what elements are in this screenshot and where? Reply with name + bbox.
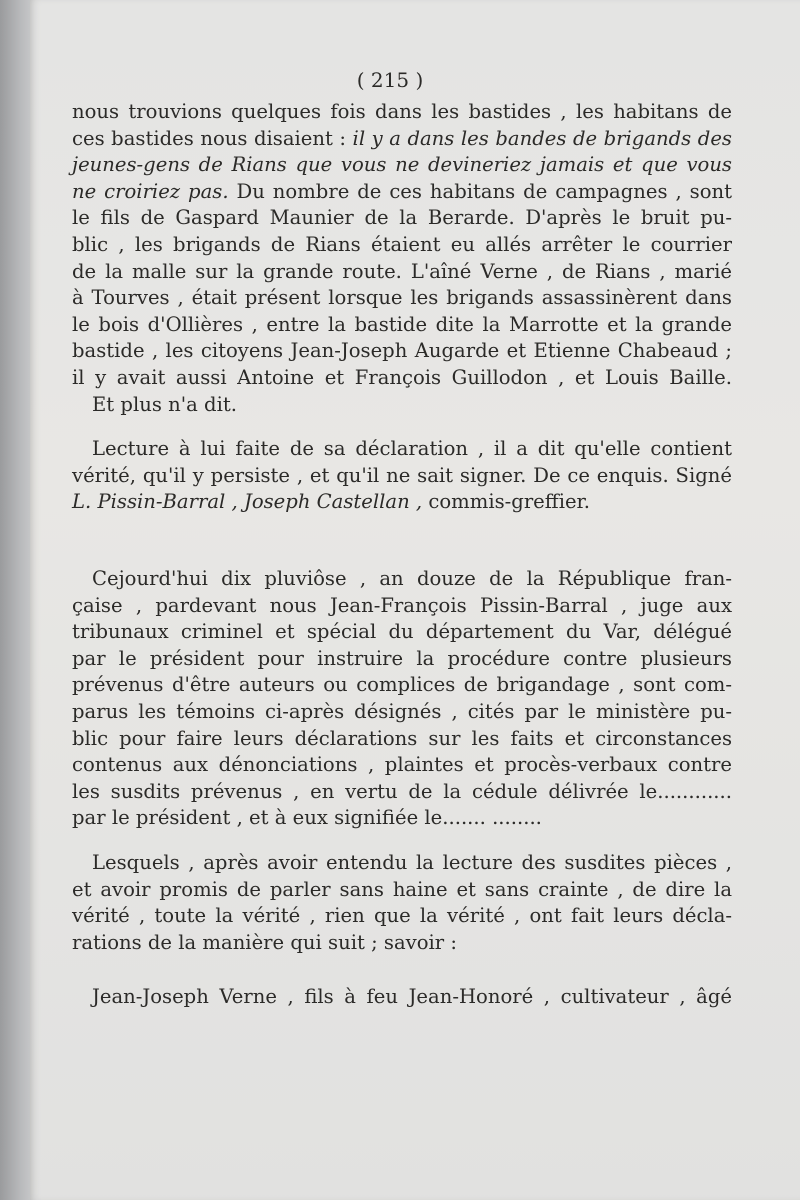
text-line: vérité , toute la vérité , rien que la vérité , ont fait leurs décla- <box>72 904 732 928</box>
block2-lines <box>72 436 732 489</box>
text-line: blic , les brigands de Rians étaient eu allés arrêter le courrier <box>72 232 732 256</box>
text-line: le fils de Gaspard Maunier de la Berarde. D'après le bruit pu- <box>72 206 732 230</box>
text-line <box>72 152 732 179</box>
book-page <box>30 0 800 1200</box>
text-line: Lecture à lui faite de sa déclaration , il a dit qu'elle contient <box>92 437 732 460</box>
italic-text: ne croiriez pas. <box>72 179 229 203</box>
italic-text: jeunes-gens de Rians que vous ne devineriez jamais et que vous <box>72 153 732 177</box>
text-line: Cejourd'hui dix pluviôse , an douze de la République fran- <box>92 567 732 590</box>
text-line: par le président pour instruire la procédure contre plusieurs <box>72 646 732 670</box>
text-line: bastide , les citoyens Jean-Joseph Augarde et Etienne Chabeaud ; <box>72 339 732 363</box>
text-line: il y avait aussi Antoine et François Guillodon , et Louis Baille. <box>72 365 732 389</box>
text-line: à Tourves , était présent lorsque les brigands assassinèrent dans <box>72 286 732 310</box>
block3-last-line: par le président , et à eux signifiée le....... ........ <box>72 806 542 830</box>
text-line: Lesquels , après avoir entendu la lecture des susdites pièces , <box>92 851 732 874</box>
paragraph-jean-joseph-verne <box>72 984 732 1011</box>
block1-lines <box>72 99 732 392</box>
block3-lines <box>72 566 732 805</box>
text-line: nous trouvions quelques fois dans les bastides , les habitans de <box>72 100 732 123</box>
text-line: Jean-Joseph Verne , fils à feu Jean-Honoré , cultivateur , âgé <box>92 985 732 1008</box>
block2-signatures: L. Pissin-Barral , Joseph Castellan , commis-greffier. <box>72 490 591 514</box>
page-number: ( 215 ) <box>356 68 424 92</box>
text-line: parus les témoins ci-après désignés , cités par le ministère pu- <box>72 699 732 723</box>
text-line: vérité, qu'il y persiste , et qu'il ne sait signer. De ce enquis. Signé <box>72 463 732 487</box>
text-line: blic pour faire leurs déclarations sur les faits et circonstances <box>72 726 732 750</box>
text-line: ne croiriez pas. Du nombre de ces habitans de campagnes , sont <box>72 179 733 203</box>
block1-last-line: Et plus n'a dit. <box>92 392 237 416</box>
block4-lines <box>72 850 732 930</box>
text-line: çaise , pardevant nous Jean-François Pissin-Barral , juge aux <box>72 593 732 617</box>
block4-last-line: rations de la manière qui suit ; savoir : <box>72 930 457 954</box>
text-line: et avoir promis de parler sans haine et sans crainte , de dire la <box>72 877 732 901</box>
paragraph-lecture <box>72 436 732 516</box>
text-line: de la malle sur la grande route. L'aîné Verne , de Rians , marié <box>72 259 732 283</box>
text-line: les susdits prévenus , en vertu de la cédule délivrée le............ <box>72 779 732 803</box>
text-line: contenus aux dénonciations , plaintes et procès-verbaux contre <box>72 753 732 777</box>
text-line: prévenus d'être auteurs ou complices de brigandage , sont com- <box>72 673 732 697</box>
paragraph-lesquels <box>72 850 732 956</box>
italic-text: L. Pissin-Barral , Joseph Castellan , <box>72 490 423 514</box>
text-line: le bois d'Ollières , entre la bastide dite la Marrotte et la grande <box>72 312 732 336</box>
block5-lines <box>72 984 732 1011</box>
paragraph-cejourdhui <box>72 566 732 832</box>
text-line: tribunaux criminel et spécial du département du Var, délégué <box>72 620 732 644</box>
paragraph-testimony-continued <box>72 99 732 418</box>
italic-text: il y a dans les bandes de brigands des <box>352 126 732 150</box>
text-line: ces bastides nous disaient : il y a dans les bandes de brigands des <box>72 126 732 150</box>
